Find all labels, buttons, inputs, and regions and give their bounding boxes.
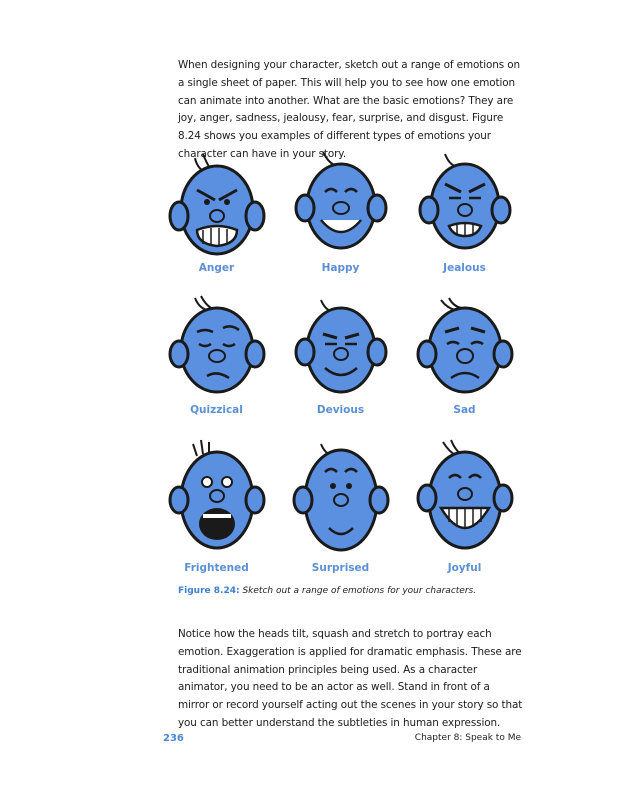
figure-caption-text: Sketch out a range of emotions for your characters. (242, 586, 477, 596)
face-surprised (279, 436, 402, 558)
face-label-surprised: Surprised (311, 562, 370, 574)
figure-caption (178, 586, 476, 596)
face-sad (403, 290, 526, 400)
face-devious (279, 290, 402, 400)
face-label-sad: Sad (453, 404, 476, 416)
face-label-quizzical: Quizzical (190, 404, 243, 416)
face-happy (279, 146, 402, 256)
emotion-figure (155, 142, 525, 580)
intro-paragraph: When designing your character, sketch out a range of emotions on a single sheet of paper. This will help you to see how one emotion can animate into another. What are the basic emotions? They are joy, anger, sadness, jealousy, fear, surprise, and disgust. Figure 8.24 shows you examples of different types of emotions your character can have in your story. (178, 59, 520, 160)
face-label-happy: Happy (321, 262, 360, 274)
face-anger (155, 150, 278, 260)
face-label-jealous: Jealous (443, 262, 486, 274)
figure-number: Figure 8.24: (178, 586, 240, 596)
face-frightened (155, 436, 278, 558)
face-joyful (403, 436, 526, 558)
body-paragraph: Notice how the heads tilt, squash and stretch to portray each emotion. Exaggeration is applied for dramatic emphasis. These are traditional animation principles being used. As a character animator, you need to be an actor as well. Stand in front of a mirror or record yourself acting out the scenes in your story so that you can better understand the subtleties in human expression. (178, 628, 523, 729)
face-label-joyful: Joyful (447, 562, 482, 574)
face-jealous (403, 146, 526, 256)
face-label-devious: Devious (316, 404, 365, 416)
running-head: Chapter 8: Speak to Me (414, 733, 521, 743)
face-label-anger: Anger (198, 262, 235, 274)
face-label-frightened: Frightened (184, 562, 249, 574)
page-number: 236 (163, 733, 184, 744)
face-quizzical (155, 290, 278, 400)
